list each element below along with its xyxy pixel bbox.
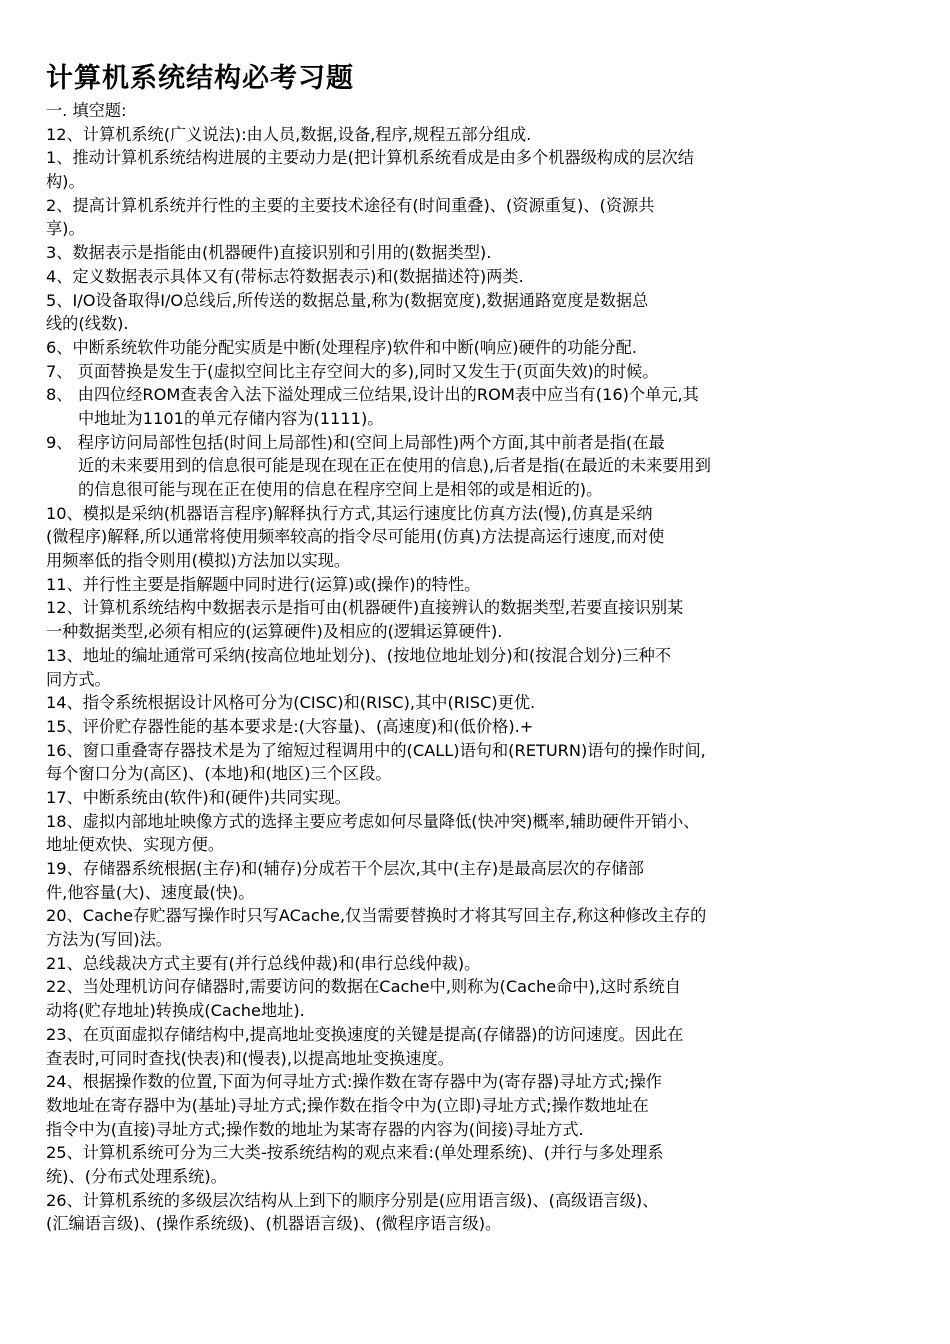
text-line: 12、计算机系统(广义说法):由人员,数据,设备,程序,规程五部分组成.: [46, 124, 532, 144]
text-line: 10、模拟是采纳(机器语言程序)解释执行方式,其运行速度比仿真方法(慢),仿真是采纳: [46, 503, 653, 523]
text-line: 2、提高计算机系统并行性的主要的主要技术途径有(时间重叠)、(资源重复)、(资源共: [46, 195, 655, 215]
text-line: 13、地址的编址通常可采纳(按高位地址划分)、(按地位地址划分)和(按混合划分)三种不: [46, 645, 672, 665]
text-line: 用频率低的指令则用(模拟)方法加以实现。: [46, 551, 351, 571]
text-line: 方法为(写回)法。: [46, 930, 172, 950]
text-line: 查表时,可同时查找(快表)和(慢表),以提高地址变换速度。: [46, 1048, 454, 1068]
text-line: 7、 页面替换是发生于(虚拟空间比主存空间大的多),同时又发生于(页面失效)的时候。: [46, 361, 659, 381]
text-line: 25、计算机系统可分为三大类-按系统结构的观点来看:(单处理系统)、(并行与多处理系: [46, 1143, 664, 1163]
text-line: 14、指令系统根据设计风格可分为(CISC)和(RISC),其中(RISC)更优.: [46, 693, 536, 713]
text-line: 26、计算机系统的多级层次结构从上到下的顺序分别是(应用语言级)、(高级语言级)、: [46, 1190, 659, 1210]
text-line: (汇编语言级)、(操作系统级)、(机器语言级)、(微程序语言级)。: [46, 1214, 502, 1234]
text-line: 6、中断系统软件功能分配实质是中断(处理程序)软件和中断(响应)硬件的功能分配.: [46, 337, 638, 357]
text-line: 9、 程序访问局部性包括(时间上局部性)和(空间上局部性)两个方面,其中前者是指(在最: [46, 432, 665, 452]
text-line: 指令中为(直接)寻址方式;操作数的地址为某寄存器的内容为(间接)寻址方式.: [46, 1119, 584, 1139]
text-line: 一种数据类型,必须有相应的(运算硬件)及相应的(逻辑运算硬件).: [46, 622, 503, 642]
text-line: 构)。: [46, 172, 85, 192]
text-line: 8、 由四位经ROM查表舍入法下溢处理成三位结果,设计出的ROM表中应当有(16)个单元,其: [46, 385, 699, 405]
text-line: 的信息很可能与现在正在使用的信息在程序空间上是相邻的或是相近的)。: [78, 480, 603, 499]
text-line: 动将(贮存地址)转换成(Cache地址).: [46, 1001, 305, 1021]
text-line: 5、I/O设备取得I/O总线后,所传送的数据总量,称为(数据宽度),数据通路宽度是数据总: [46, 290, 649, 310]
text-line: (微程序)解释,所以通常将使用频率较高的指令尽可能用(仿真)方法提高运行速度,而对使: [46, 527, 665, 547]
section-heading: 一. 填空题:: [46, 101, 127, 120]
text-line: 20、Cache存贮器写操作时只写ACache,仅当需要替换时才将其写回主存,称这种修改主存的: [46, 906, 707, 926]
text-line: 中地址为1101的单元存储内容为(1111)。: [78, 408, 384, 428]
exercise-list: [46, 99, 908, 1236]
text-line: 22、当处理机访问存储器时,需要访问的数据在Cache中,则称为(Cache命中),这时系统自: [46, 977, 681, 997]
text-line: 16、窗口重叠寄存器技术是为了缩短过程调用中的(CALL)语句和(RETURN)语句的操作时间,: [46, 740, 706, 760]
text-line: 12、计算机系统结构中数据表示是指可由(机器硬件)直接辨认的数据类型,若要直接识别某: [46, 598, 684, 618]
text-line: 近的未来要用到的信息很可能是现在现在正在使用的信息),后者是指(在最近的未来要用到: [78, 456, 711, 476]
text-line: 11、并行性主要是指解题中同时进行(运算)或(操作)的特性。: [46, 574, 481, 594]
text-line: 21、总线裁决方式主要有(并行总线仲裁)和(串行总线仲裁)。: [46, 953, 481, 973]
text-line: 线的(线数).: [46, 314, 129, 334]
text-line: 地址便欢快、实现方便。: [46, 835, 225, 855]
text-line: 数地址在寄存器中为(基址)寻址方式;操作数在指令中为(立即)寻址方式;操作数地址在: [46, 1095, 649, 1115]
text-line: 18、虚拟内部地址映像方式的选择主要应考虑如何尽量降低(快冲突)概率,辅助硬件开销小、: [46, 811, 700, 831]
text-line: 23、在页面虚拟存储结构中,提高地址变换速度的关键是提高(存储器)的访问速度。因此在: [46, 1024, 684, 1044]
text-line: 件,他容量(大)、速度最(快)。: [46, 882, 255, 902]
text-line: 每个窗口分为(高区)、(本地)和(地区)三个区段。: [46, 764, 392, 784]
text-line: 3、数据表示是指能由(机器硬件)直接识别和引用的(数据类型).: [46, 243, 492, 263]
text-line: 1、推动计算机系统结构进展的主要动力是(把计算机系统看成是由多个机器级构成的层次结: [46, 148, 694, 168]
text-line: 24、根据操作数的位置,下面为何寻址方式:操作数在寄存器中为(寄存器)寻址方式;操作: [46, 1072, 662, 1092]
text-line: 享)。: [46, 219, 85, 239]
page-title: 计算机系统结构必考习题: [46, 63, 354, 94]
text-line: 同方式。: [46, 669, 111, 689]
text-line: 4、定义数据表示具体又有(带标志符数据表示)和(数据描述符)两类.: [46, 266, 524, 286]
text-line: 17、中断系统由(软件)和(硬件)共同实现。: [46, 787, 351, 807]
text-line: 19、存储器系统根据(主存)和(辅存)分成若干个层次,其中(主存)是最高层次的存储部: [46, 859, 644, 878]
text-line: 统)、(分布式处理系统)。: [46, 1166, 227, 1186]
text-line: 15、评价贮存器性能的基本要求是:(大容量)、(高速度)和(低价格).+: [46, 716, 534, 736]
